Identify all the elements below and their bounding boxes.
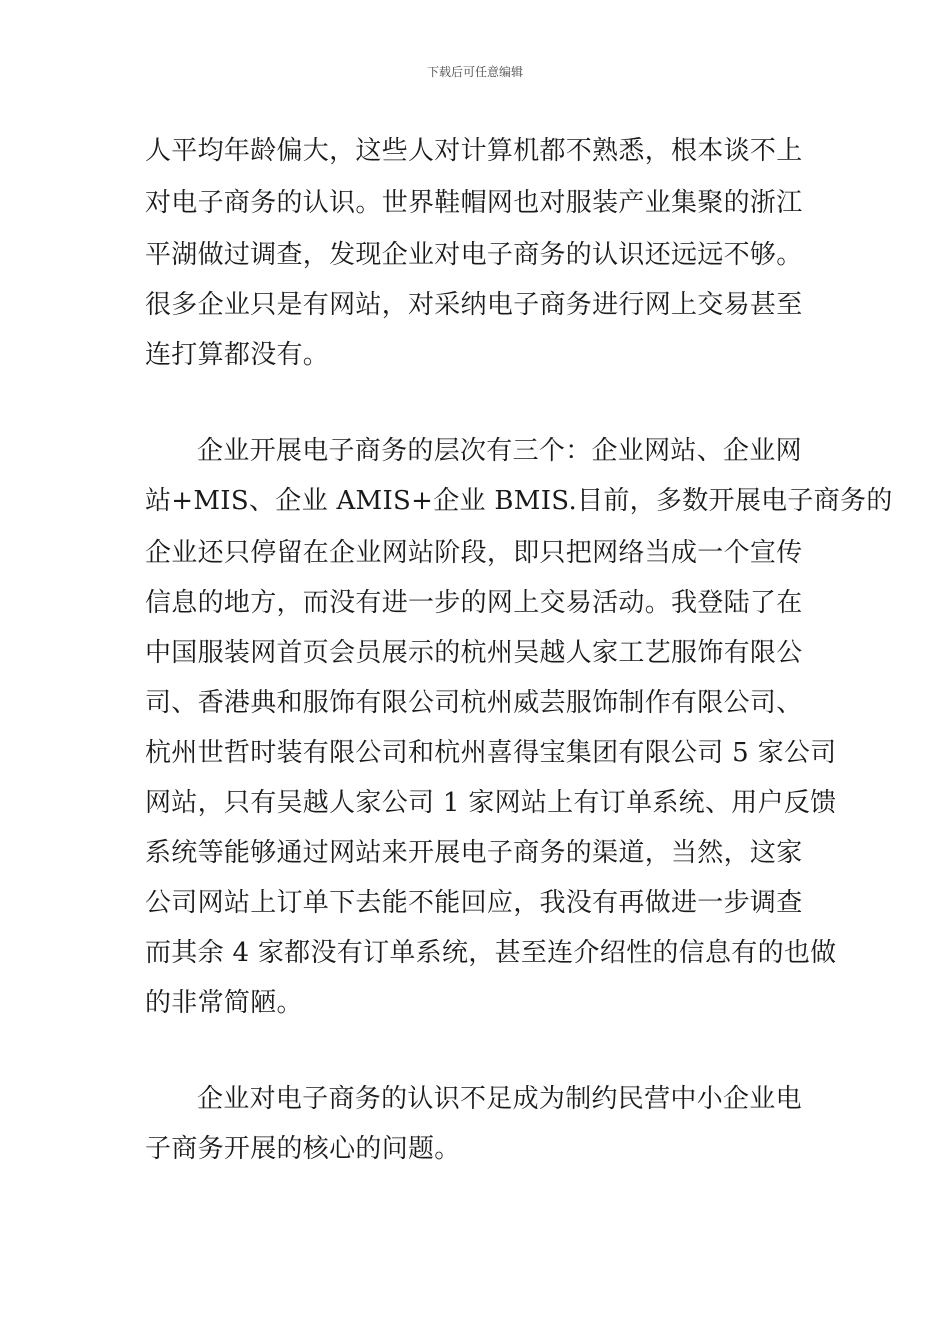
- paragraph-line: 网站，只有吴越人家公司 1 家网站上有订单系统、用户反馈: [145, 788, 837, 818]
- paragraph-line: 连打算都没有。: [145, 340, 330, 370]
- paragraph-line: 企业开展电子商务的层次有三个：企业网站、企业网: [197, 436, 802, 466]
- paragraph-line: 系统等能够通过网站来开展电子商务的渠道，当然，这家: [145, 838, 803, 868]
- paragraph-line: 中国服装网首页会员展示的杭州吴越人家工艺服饰有限公: [145, 638, 803, 668]
- paragraph-line: 杭州世哲时装有限公司和杭州喜得宝集团有限公司 5 家公司: [145, 738, 837, 768]
- paragraph-line: 的非常简陋。: [145, 988, 303, 1018]
- paragraph-line: 人平均年龄偏大，这些人对计算机都不熟悉，根本谈不上: [145, 136, 803, 166]
- paragraph-line: 公司网站上订单下去能不能回应，我没有再做进一步调查: [145, 888, 803, 918]
- page-header-note: 下载后可任意编辑: [426, 65, 523, 79]
- paragraph-line: 对电子商务的认识。世界鞋帽网也对服装产业集聚的浙江: [145, 188, 803, 218]
- paragraph-line: 企业还只停留在企业网站阶段，即只把网络当成一个宣传: [145, 538, 803, 568]
- paragraph-line: 站+MIS、企业 AMIS+企业 BMIS.目前，多数开展电子商务的: [145, 486, 893, 516]
- paragraph-line: 平湖做过调查，发现企业对电子商务的认识还远远不够。: [145, 240, 803, 270]
- paragraph-line: 信息的地方，而没有进一步的网上交易活动。我登陆了在: [145, 588, 803, 618]
- paragraph-line: 子商务开展的核心的问题。: [145, 1134, 461, 1164]
- paragraph-line: 司、香港典和服饰有限公司杭州威芸服饰制作有限公司、: [145, 688, 803, 718]
- paragraph-line: 企业对电子商务的认识不足成为制约民营中小企业电: [197, 1084, 802, 1114]
- paragraph-line: 而其余 4 家都没有订单系统，甚至连介绍性的信息有的也做: [145, 938, 837, 968]
- paragraph-line: 很多企业只是有网站，对采纳电子商务进行网上交易甚至: [145, 290, 803, 320]
